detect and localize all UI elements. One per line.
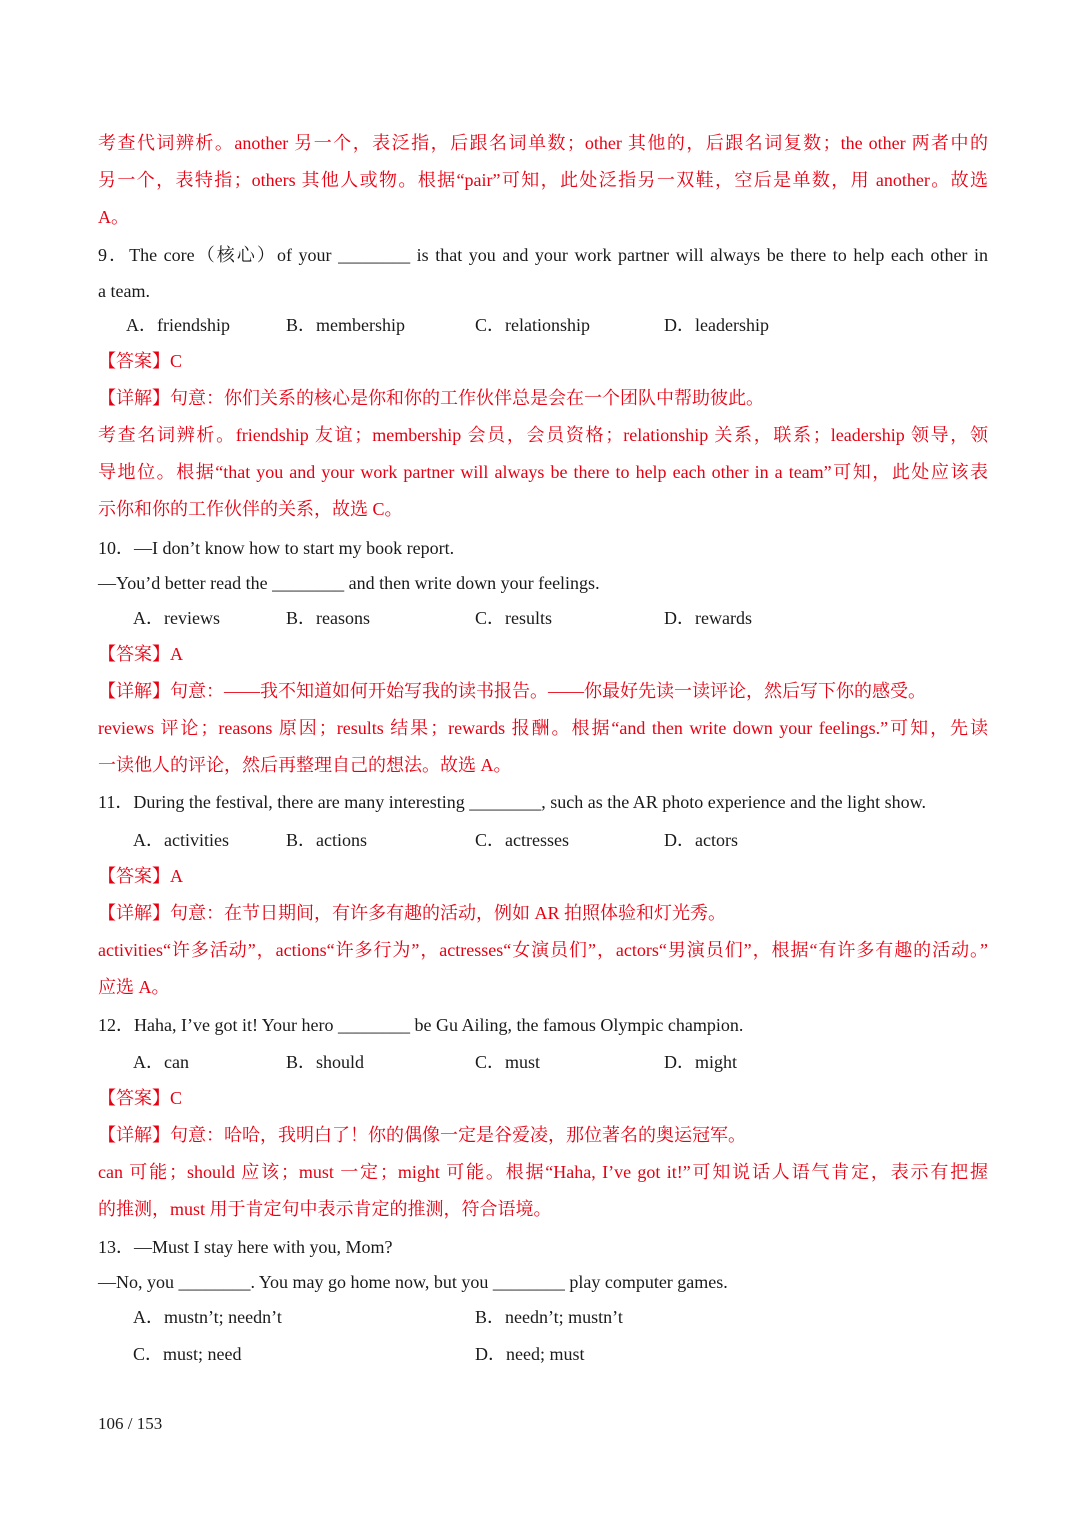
option-c: C．relationship [475, 315, 590, 335]
sentence-meaning: 【详解】句意：哈哈，我明白了！你的偶像一定是谷爱凌，那位著名的奥运冠军。 [98, 1125, 746, 1145]
option-b: B．should [286, 1052, 365, 1072]
option-d: D．leadership [664, 315, 769, 335]
option-d: D．need; must [475, 1344, 585, 1364]
question-stem: a team. [98, 281, 150, 301]
question-stem: 13．—Must I stay here with you, Mom? [98, 1237, 393, 1257]
explanation-line: A。 [98, 207, 129, 227]
sentence-meaning: 【详解】句意：你们关系的核心是你和你的工作伙伴总是会在一个团队中帮助彼此。 [98, 388, 764, 408]
analysis-line: activities“许多活动”，actions“许多行为”，actresses“女演员们”，actors“男演员们”，根据“有许多有趣的活动。” [98, 940, 988, 960]
option-a: A．can [133, 1052, 189, 1072]
option-c: C．results [475, 608, 553, 628]
option-d: D．actors [664, 830, 738, 850]
analysis-line: reviews 评论；reasons 原因；results 结果；rewards 报酬。根据“and then write down your feelings.”可知，先读 [98, 718, 988, 738]
option-b: B．reasons [286, 608, 370, 628]
question-stem: 10．—I don’t know how to start my book report. [98, 538, 455, 558]
question-stem: 12．Haha, I’ve got it! Your hero ________ be Gu Ailing, the famous Olympic champion. [98, 1015, 744, 1035]
answer-label: 【答案】A [98, 644, 183, 664]
page-number: 106 / 153 [98, 1414, 163, 1433]
answer-label: 【答案】C [98, 351, 183, 371]
answer-label: 【答案】A [98, 866, 183, 886]
explanation-line: 另一个，表特指；others 其他人或物。根据“pair”可知，此处泛指另一双鞋，空后是单数，用 another。故选 [98, 170, 988, 190]
option-b: B．actions [286, 830, 367, 850]
analysis-line: 应选 A。 [98, 977, 170, 997]
option-b: B．needn’t; mustn’t [475, 1307, 623, 1327]
analysis-line: 示你和你的工作伙伴的关系，故选 C。 [98, 499, 403, 519]
explanation-line: 考查代词辨析。another 另一个，表泛指，后跟名词单数；other 其他的，后跟名词复数；the other 两者中的 [98, 133, 988, 153]
option-d: D．rewards [664, 608, 752, 628]
analysis-line: 考查名词辨析。friendship 友谊；membership 会员，会员资格；relationship 关系，联系；leadership 领导，领 [98, 425, 988, 445]
option-c: C．actresses [475, 830, 569, 850]
option-a: A．mustn’t; needn’t [133, 1307, 282, 1327]
analysis-line: 导地位。根据“that you and your work partner will always be there to help each other in a team”可知，此处应该表 [98, 462, 988, 482]
option-a: A．friendship [126, 315, 230, 335]
sentence-meaning: 【详解】句意：——我不知道如何开始写我的读书报告。——你最好先读一读评论，然后写下你的感受。 [98, 681, 926, 701]
question-stem: —You’d better read the ________ and then write down your feelings. [98, 573, 600, 593]
option-d: D．might [664, 1052, 738, 1072]
question-stem: —No, you ________. You may go home now, but you ________ play computer games. [98, 1272, 728, 1292]
option-b: B．membership [286, 315, 405, 335]
option-a: A．reviews [133, 608, 220, 628]
option-c: C．must; need [133, 1344, 242, 1364]
question-stem: 11．During the festival, there are many interesting ________, such as the AR photo experience and the light show. [98, 792, 926, 812]
analysis-line: 一读他人的评论，然后再整理自己的想法。故选 A。 [98, 755, 512, 775]
analysis-line: can 可能；should 应该；must 一定；might 可能。根据“Haha, I’ve got it!”可知说话人语气肯定，表示有把握 [98, 1162, 988, 1182]
analysis-line: 的推测，must 用于肯定句中表示肯定的推测，符合语境。 [98, 1199, 552, 1219]
option-c: C．must [475, 1052, 541, 1072]
sentence-meaning: 【详解】句意：在节日期间，有许多有趣的活动，例如 AR 拍照体验和灯光秀。 [98, 903, 727, 923]
question-stem: 9．The core（核心）of your ________ is that you and your work partner will always be there to help each other in [98, 245, 988, 265]
option-a: A．activities [133, 830, 229, 850]
answer-label: 【答案】C [98, 1088, 183, 1108]
